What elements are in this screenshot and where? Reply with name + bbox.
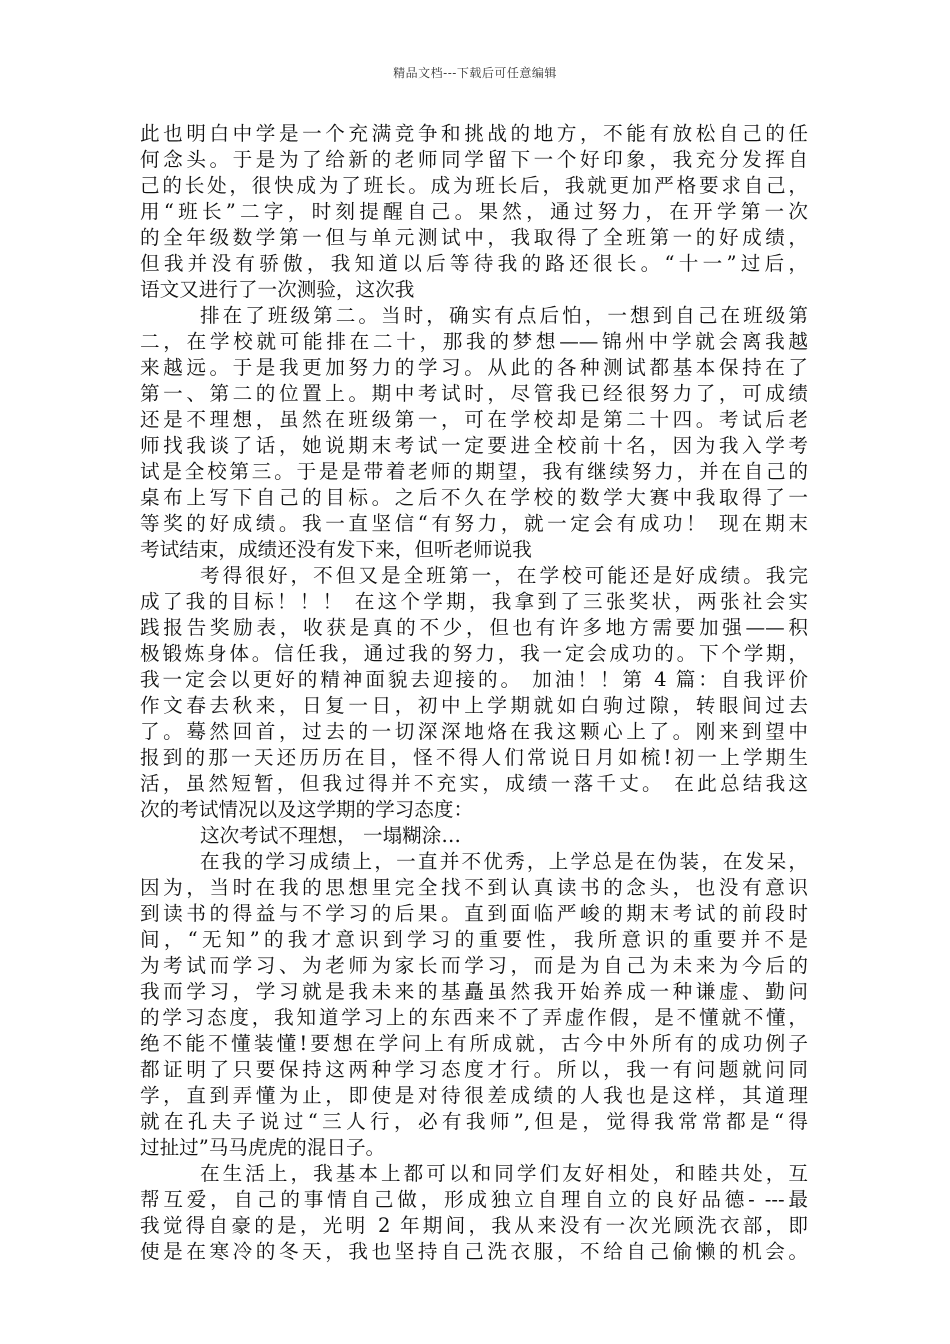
text-line: 试是全校第三。于是是带着老师的期望，我有继续努力，并在自己的 bbox=[140, 460, 808, 483]
text-line: 何念头。于是为了给新的老师同学留下一个好印象，我充分发挥自 bbox=[140, 148, 808, 171]
text-line: 的学习态度，我知道学习上的东西来不了弄虚作假，是不懂就不懂， bbox=[140, 1006, 808, 1029]
text-line: 就在孔夫子说过“三人行，必有我师”,但是，觉得我常常都是“得 bbox=[140, 1110, 808, 1133]
text-line: 活，虽然短暂，但我过得并不充实，成绩一落千丈。 在此总结我这 bbox=[140, 772, 808, 795]
text-line: 等奖的好成绩。我一直坚信“有努力，就一定会有成功！ 现在期末 bbox=[140, 512, 808, 535]
text-line: 的全年级数学第一但与单元测试中，我取得了全班第一的好成绩， bbox=[140, 226, 808, 249]
text-line: 践报告奖励表，收获是真的不少，但也有许多地方需要加强——积 bbox=[140, 616, 808, 639]
text-line: 语文又进行了一次测验，这次我 bbox=[140, 278, 415, 301]
page-header: 精品文档---下载后可任意编辑 bbox=[393, 66, 557, 80]
text-line: 在生活上，我基本上都可以和同学们友好相处，和睦共处，互 bbox=[200, 1162, 808, 1185]
text-line: 用“班长”二字，时刻提醒自己。果然，通过努力，在开学第一次 bbox=[140, 200, 808, 223]
text-line: 间，“无知”的我才意识到学习的重要性，我所意识的重要并不是 bbox=[140, 928, 808, 951]
text-line: 这次考试不理想， 一塌糊涂… bbox=[200, 824, 461, 847]
text-line: 我而学习，学习就是我未来的基矗虽然我开始养成一种谦虚、勤问 bbox=[140, 980, 808, 1003]
text-line: 学，直到弄懂为止，即使是对待很差成绩的人我也是这样，其道理 bbox=[140, 1084, 808, 1107]
text-line: 都证明了只要保持这两种学习态度才行。所以，我一有问题就问同 bbox=[140, 1058, 808, 1081]
text-line: 桌布上写下自己的目标。之后不久在学校的数学大赛中我取得了一 bbox=[140, 486, 808, 509]
text-line: 在我的学习成绩上，一直并不优秀，上学总是在伪装，在发呆， bbox=[200, 850, 808, 873]
text-line: 来越远。于是我更加努力的学习。从此的各种测试都基本保持在了 bbox=[140, 356, 808, 379]
text-line: 了。蓦然回首，过去的一切深深地烙在我这颗心上了。刚来到望中 bbox=[140, 720, 808, 743]
text-line: 成了我的目标！！！ 在这个学期，我拿到了三张奖状，两张社会实 bbox=[140, 590, 808, 613]
text-line: 次的考试情况以及这学期的学习态度： bbox=[140, 798, 474, 821]
text-line: 二，在学校就可能排在二十，那我的梦想——锦州中学就会离我越 bbox=[140, 330, 808, 353]
text-line: 师找我谈了话，她说期末考试一定要进全校前十名，因为我入学考 bbox=[140, 434, 808, 457]
text-line: 考试结束，成绩还没有发下来，但听老师说我 bbox=[140, 538, 532, 561]
text-line: 排在了班级第二。当时，确实有点后怕，一想到自己在班级第 bbox=[200, 304, 808, 327]
text-line: 第一、第二的位置上。期中考试时，尽管我已经很努力了，可成绩 bbox=[140, 382, 808, 405]
text-line: 绝不能不懂装懂!要想在学问上有所成就，古今中外所有的成功例子 bbox=[140, 1032, 808, 1055]
text-line: 极锻炼身体。信任我，通过我的努力，我一定会成功的。下个学期， bbox=[140, 642, 808, 665]
text-line: 此也明白中学是一个充满竞争和挑战的地方，不能有放松自己的任 bbox=[140, 122, 808, 145]
text-line: 我一定会以更好的精神面貌去迎接的。 加油！！第 4 篇：自我评价 bbox=[140, 668, 808, 691]
text-line: 我觉得自豪的是，光明 2 年期间，我从来没有一次光顾洗衣部，即 bbox=[140, 1214, 808, 1237]
text-line: 过扯过”马马虎虎的混日子。 bbox=[140, 1136, 386, 1159]
text-line: 己的长处，很快成为了班长。成为班长后，我就更加严格要求自己， bbox=[140, 174, 808, 197]
text-line: 使是在寒冷的冬天，我也坚持自己洗衣服，不给自己偷懒的机会。 bbox=[140, 1240, 808, 1263]
text-line: 帮互爱，自己的事情自己做，形成独立自理自立的良好品德- ---最 bbox=[140, 1188, 808, 1211]
text-line: 作文春去秋来，日复一日，初中上学期就如白驹过隙，转眼间过去 bbox=[140, 694, 808, 717]
text-line: 为考试而学习、为老师为家长而学习，而是为自己为未来为今后的 bbox=[140, 954, 808, 977]
text-line: 因为，当时在我的思想里完全找不到认真读书的念头，也没有意识 bbox=[140, 876, 808, 899]
text-line: 还是不理想，虽然在班级第一，可在学校却是第二十四。考试后老 bbox=[140, 408, 808, 431]
text-line: 但我并没有骄傲，我知道以后等待我的路还很长。“十一”过后， bbox=[140, 252, 808, 275]
text-line: 到读书的得益与不学习的后果。直到面临严峻的期末考试的前段时 bbox=[140, 902, 808, 925]
text-line: 考得很好，不但又是全班第一，在学校可能还是好成绩。我完 bbox=[200, 564, 808, 587]
text-line: 报到的那一天还历历在目，怪不得人们常说日月如梳!初一上学期生 bbox=[140, 746, 808, 769]
document-body bbox=[140, 121, 808, 1265]
